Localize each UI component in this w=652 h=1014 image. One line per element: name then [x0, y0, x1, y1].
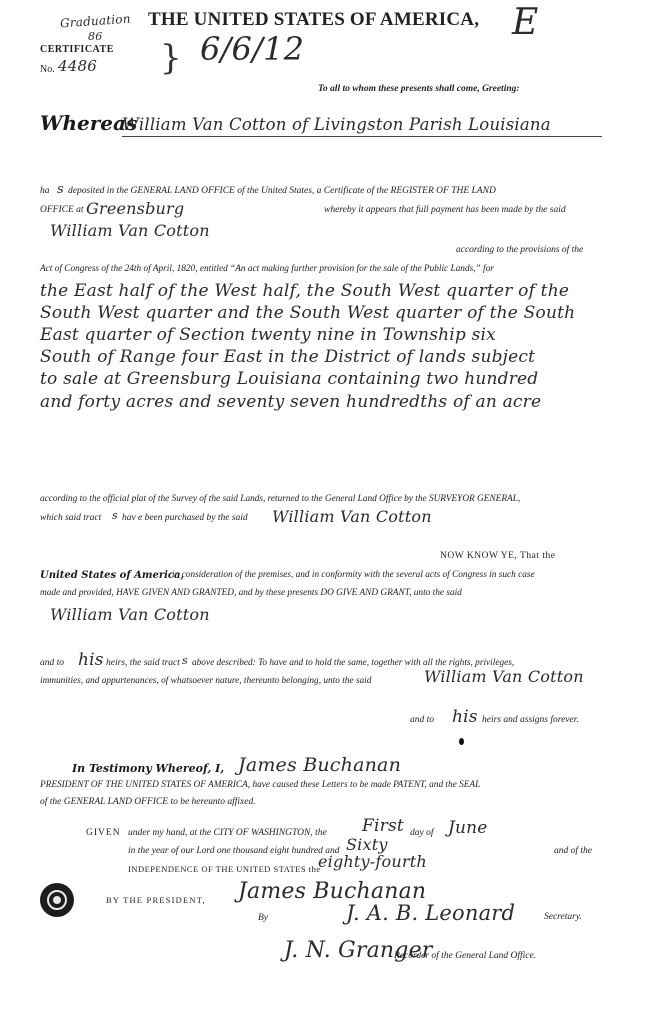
act-text: Act of Congress of the 24th of April, 1820, entitled “An act making further provision for the sale of the Public Lands,” for: [40, 264, 494, 274]
land-line-4: South of Range four East in the District of lands subject: [40, 347, 536, 367]
deposit-ha: ha: [40, 186, 50, 196]
know-ye-line-1: in consideration of the premises, and in conformity with the several acts of Congress in such case: [172, 570, 535, 580]
heirs-and-to: and to: [40, 658, 65, 668]
president-signature: James Buchanan: [238, 879, 427, 904]
deposit-ha-suffix: s: [57, 182, 64, 197]
survey-line-2-prefix: which said tract: [40, 513, 102, 523]
margin-date: 6/6/12: [200, 30, 305, 68]
know-ye-heading: NOW KNOW YE, That the: [440, 551, 556, 561]
survey-line-1: according to the official plat of the Survey of the said Lands, returned to the General Land Office by the SURVEYOR GENERAL,: [40, 494, 521, 504]
final-and-to: and to: [410, 715, 435, 725]
deposit-line1: deposited in the GENERAL LAND OFFICE of the United States, a Certificate of the REGISTER OF THE LAND: [68, 186, 496, 196]
heirs-pronoun: his: [78, 650, 104, 670]
greeting: To all to whom these presents shall come, Greeting:: [318, 84, 520, 94]
testimony-line-2: PRESIDENT OF THE UNITED STATES OF AMERICA, have caused these Letters to be made PATENT, and the SEAL: [40, 780, 481, 790]
final-pronoun: his: [452, 707, 478, 727]
survey-hav: hav: [122, 513, 136, 523]
heirs-tract-s: s: [182, 654, 188, 667]
whereby-text: whereby it appears that full payment has been made by the said: [324, 205, 566, 215]
know-ye-line-2: made and provided, HAVE GIVEN AND GRANTED, and by these presents DO GIVE AND GRANT, unto the said: [40, 588, 462, 598]
recorder-label: Recorder of the General Land Office.: [394, 951, 537, 961]
testimony-lead: In Testimony Whereof, I,: [72, 762, 225, 775]
given-label: GIVEN: [86, 828, 121, 838]
know-ye-lead: United States of America,: [40, 570, 184, 581]
given-under: under my hand, at the CITY OF WASHINGTON, the: [128, 828, 327, 838]
brace-mark: }: [160, 38, 182, 78]
given-year-lead: in the year of our Lord one thousand eight hundred and: [128, 846, 340, 856]
recorder-signature: J. N. Granger: [284, 938, 433, 963]
land-line-5: to sale at Greensburg Louisiana containing two hundred: [40, 369, 539, 389]
graduation-note: Graduation: [59, 11, 132, 31]
given-day-of: day of: [410, 828, 434, 838]
office-location: Greensburg: [86, 199, 185, 218]
given-independence: INDEPENDENCE OF THE UNITED STATES the: [128, 864, 321, 874]
corner-mark: E: [512, 2, 539, 43]
land-office-seal: [40, 883, 74, 917]
given-month: June: [448, 818, 488, 838]
survey-line-2-suffix: e been purchased by the said: [138, 513, 248, 523]
payer-name: William Van Cotton: [50, 221, 210, 240]
certificate-label: CERTIFICATE: [40, 44, 114, 55]
given-and-of-the: and of the: [554, 846, 592, 856]
by-label: By: [258, 913, 269, 923]
land-line-1: the East half of the West half, the South West quarter of the: [40, 281, 570, 301]
ink-dot: [459, 738, 464, 745]
testimony-line-3: of the GENERAL LAND OFFICE to be hereunto affixed.: [40, 797, 256, 807]
secretary-signature: J. A. B. Leonard: [346, 901, 516, 925]
survey-purchaser: William Van Cotton: [272, 507, 432, 526]
secretary-label: Secretary.: [544, 912, 582, 922]
grantee-name: William Van Cotton: [50, 605, 210, 624]
whereas-underline: [122, 136, 602, 137]
final-heirs-text: heirs and assigns forever.: [482, 715, 579, 725]
land-line-2: South West quarter and the South West quarter of the South: [40, 303, 576, 323]
land-line-6: and forty acres and seventy seven hundredths of an acre: [40, 392, 542, 412]
whereas-party: William Van Cotton of Livingston Parish Louisiana: [122, 115, 551, 134]
certificate-number: 4486: [58, 57, 97, 75]
given-year: Sixty: [346, 835, 388, 854]
document-title: THE UNITED STATES OF AMERICA,: [148, 9, 480, 30]
testimony-president: James Buchanan: [238, 754, 402, 776]
land-line-3: East quarter of Section twenty nine in Township six: [40, 325, 496, 345]
by-president-label: BY THE PRESIDENT,: [106, 895, 206, 905]
given-independence-year: eighty-fourth: [318, 852, 427, 871]
holder-name: William Van Cotton: [424, 667, 584, 686]
heirs-line-2: immunities, and appurtenances, of whatsoever nature, thereunto belonging, unto the said: [40, 676, 372, 686]
provisions-text: according to the provisions of the: [456, 245, 584, 255]
office-at: OFFICE at: [40, 205, 84, 215]
survey-tract-s: s: [112, 509, 118, 522]
heirs-line-1: heirs, the said tract: [106, 658, 180, 668]
whereas-label: Whereas: [40, 111, 138, 135]
number-label: No.: [40, 64, 55, 75]
heirs-line-1-end: above described: To have and to hold the same, together with all the rights, privileges,: [192, 658, 515, 668]
reference-number: 86: [88, 30, 103, 43]
given-day: First: [362, 816, 404, 836]
